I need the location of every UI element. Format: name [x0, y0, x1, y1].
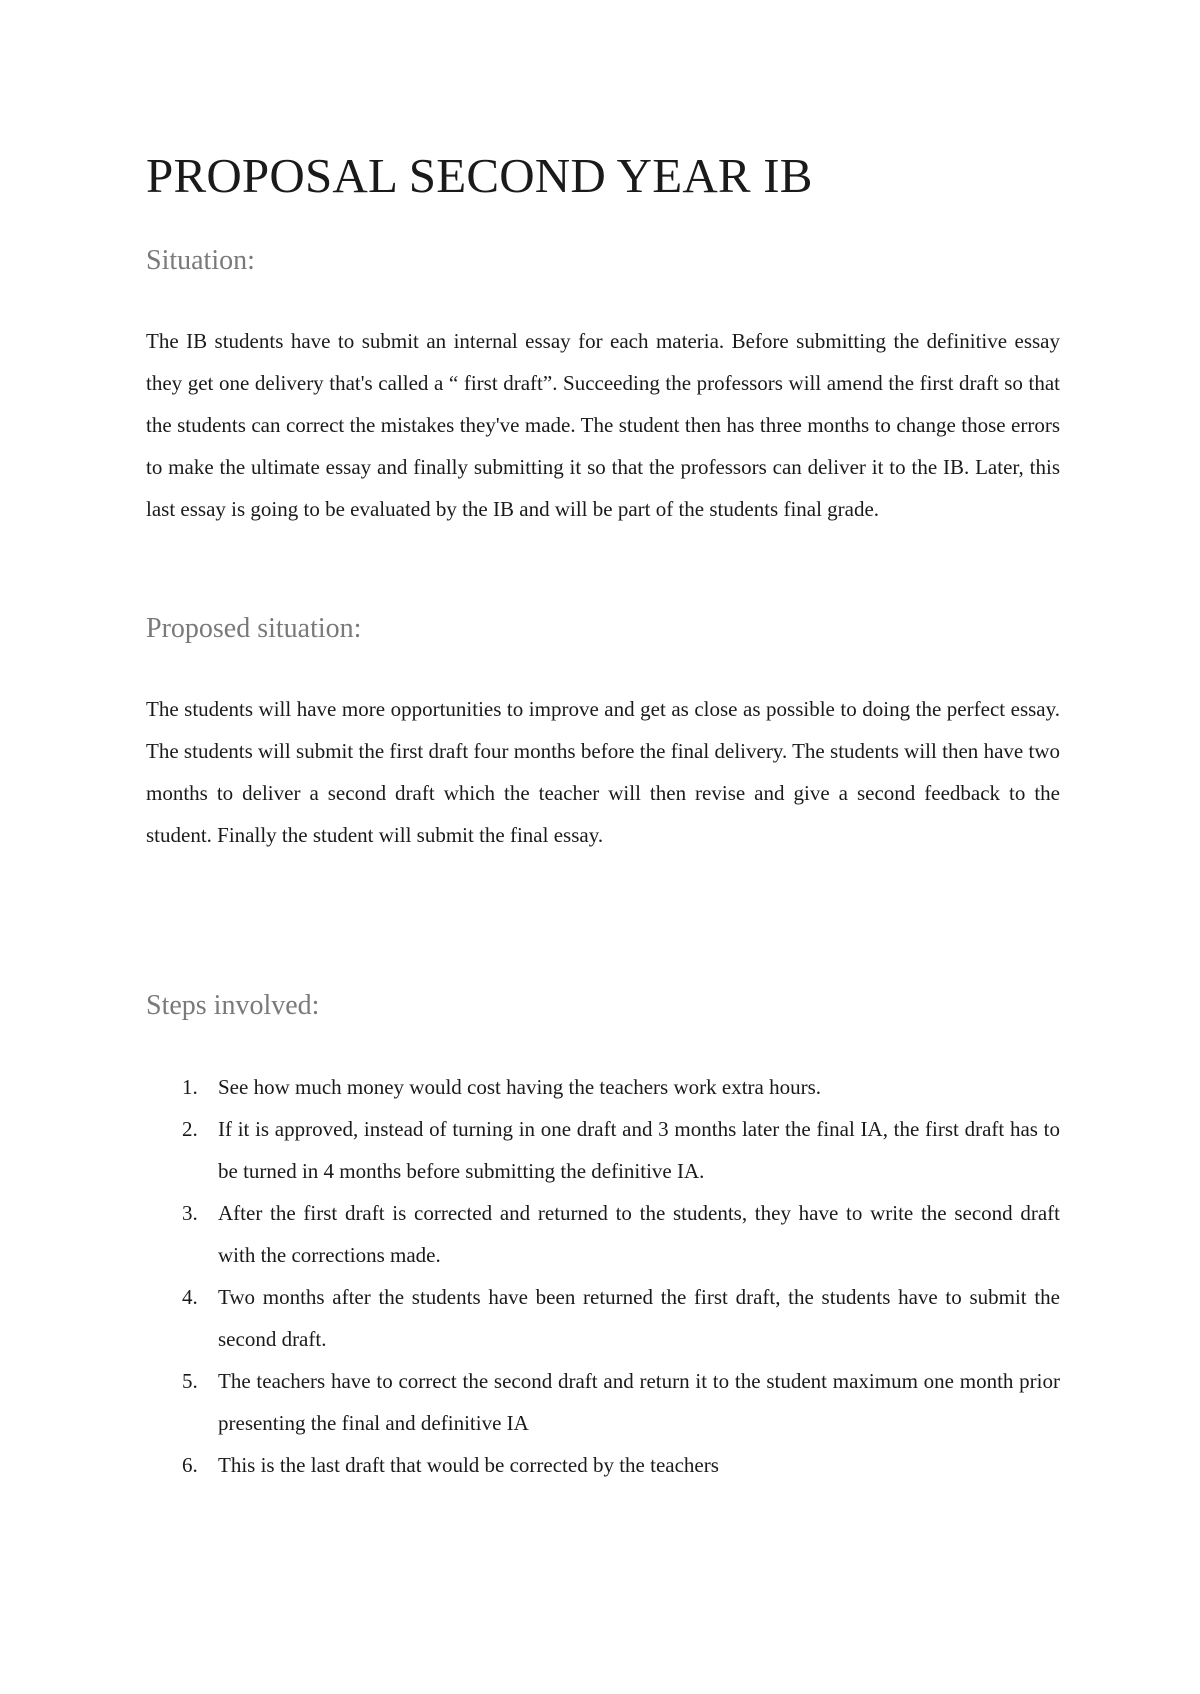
step-item-4 [146, 1276, 1060, 1360]
steps-list [146, 1066, 1060, 1486]
step-text: The teachers have to correct the second draft and return it to the student maximum one month prior presenting the final and definitive IA [218, 1369, 1060, 1435]
step-text: This is the last draft that would be corrected by the teachers [218, 1453, 719, 1477]
situation-heading: Situation: [146, 245, 255, 276]
step-item-5 [146, 1360, 1060, 1444]
step-number: 6. [182, 1453, 198, 1477]
document-title: PROPOSAL SECOND YEAR IB [146, 148, 813, 203]
step-number: 4. [182, 1285, 198, 1309]
step-number: 3. [182, 1201, 198, 1225]
steps-heading: Steps involved: [146, 990, 320, 1021]
step-text: Two months after the students have been returned the first draft, the students have to submit the second draft. [218, 1285, 1060, 1351]
proposed-situation-paragraph: The students will have more opportunities to improve and get as close as possible to doing the perfect essay. The students will submit the first draft four months before the final delivery. The students will then have two months to deliver a second draft which the teacher will then revise and give a second feedback to the student. Finally the student will submit the final essay. [146, 697, 1060, 847]
step-text: If it is approved, instead of turning in one draft and 3 months later the final IA, the first draft has to be turned in 4 months before submitting the definitive IA. [218, 1117, 1060, 1183]
step-item-6 [146, 1444, 1060, 1486]
step-item-3 [146, 1192, 1060, 1276]
step-text: See how much money would cost having the teachers work extra hours. [218, 1075, 822, 1099]
situation-paragraph: The IB students have to submit an internal essay for each materia. Before submitting the definitive essay they get one delivery that's called a “ first draft”. Succeeding the professors will amend the first draft so that the students can correct the mistakes they've made. The student then has three months to change those errors to make the ultimate essay and finally submitting it so that the professors can deliver it to the IB. Later, this last essay is going to be evaluated by the IB and will be part of the students final grade. [146, 329, 1060, 521]
step-item-1 [146, 1066, 1060, 1108]
proposed-situation-heading: Proposed situation: [146, 613, 362, 644]
step-number: 2. [182, 1117, 198, 1141]
step-item-2 [146, 1108, 1060, 1192]
step-text: After the first draft is corrected and returned to the students, they have to write the second draft with the corrections made. [218, 1201, 1060, 1267]
step-number: 1. [182, 1075, 198, 1099]
step-number: 5. [182, 1369, 198, 1393]
